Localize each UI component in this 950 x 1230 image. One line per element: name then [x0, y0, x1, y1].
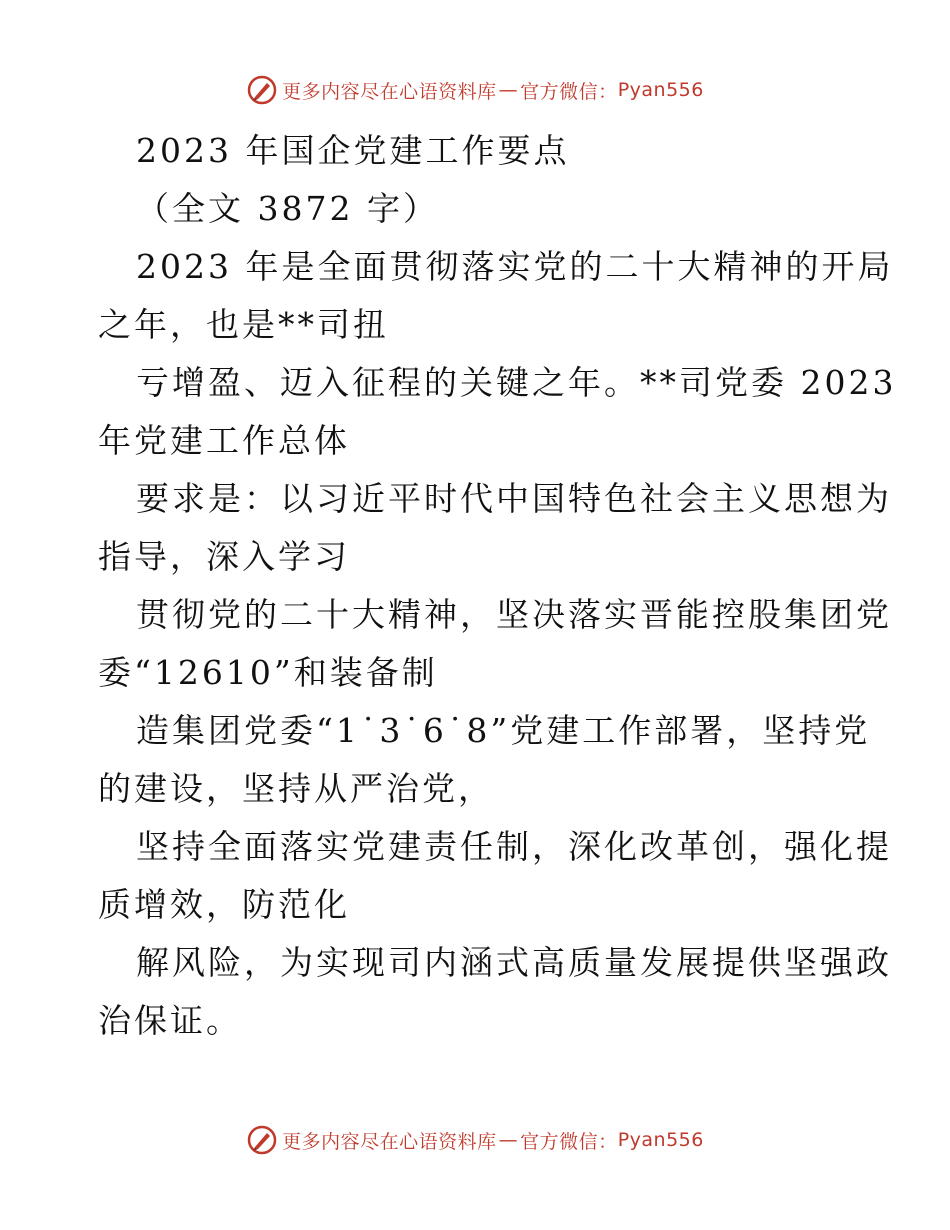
paragraph-line: 解风险，为实现司内涵式高质量发展提供坚强政: [136, 943, 892, 982]
paragraph-line: 之年，也是**司扭: [98, 305, 389, 344]
paragraph-line: 贯彻党的二十大精神，坚决落实晋能控股集团党: [136, 595, 892, 634]
paragraph-line: 的建设，坚持从严治党，: [98, 769, 494, 808]
watermark-separator: —: [498, 1129, 519, 1151]
paragraph-line: 指导，深入学习: [98, 537, 350, 576]
document-body: [98, 122, 897, 1050]
paragraph-line: 2023 年是全面贯彻落实党的二十大精神的开局: [136, 247, 894, 286]
paragraph-line: 亏增盈、迈入征程的关键之年。**司党委 2023: [136, 363, 897, 402]
paragraph-line: 造集团党委“1˙3˙6˙8”党建工作部署，坚持党: [136, 711, 871, 750]
paragraph-line: 质增效，防范化: [98, 885, 350, 924]
watermark-text: 更多内容尽在心语资料库: [282, 80, 497, 103]
watermark-separator: —: [498, 79, 519, 101]
paragraph-line: 要求是：以习近平时代中国特色社会主义思想为: [136, 479, 892, 518]
watermark-label: 官方微信：: [520, 1130, 618, 1153]
word-count: （全文 3872 字）: [136, 189, 439, 228]
document-title: 2023 年国企党建工作要点: [136, 131, 570, 170]
footer-watermark: [0, 1120, 950, 1160]
header-watermark: [0, 70, 950, 110]
paragraph-line: 年党建工作总体: [98, 421, 350, 460]
watermark-id: Pyan556: [617, 79, 704, 101]
paragraph-line: 治保证。: [98, 1001, 242, 1040]
paragraph-line: 坚持全面落实党建责任制，深化改革创，强化提: [136, 827, 892, 866]
pen-logo-icon: [246, 74, 278, 106]
paragraph-line: 委“12610”和装备制: [98, 653, 438, 692]
watermark-id: Pyan556: [617, 1129, 704, 1151]
watermark-label: 官方微信：: [520, 80, 618, 103]
pen-logo-icon: [246, 1124, 278, 1156]
watermark-text: 更多内容尽在心语资料库: [282, 1130, 497, 1153]
